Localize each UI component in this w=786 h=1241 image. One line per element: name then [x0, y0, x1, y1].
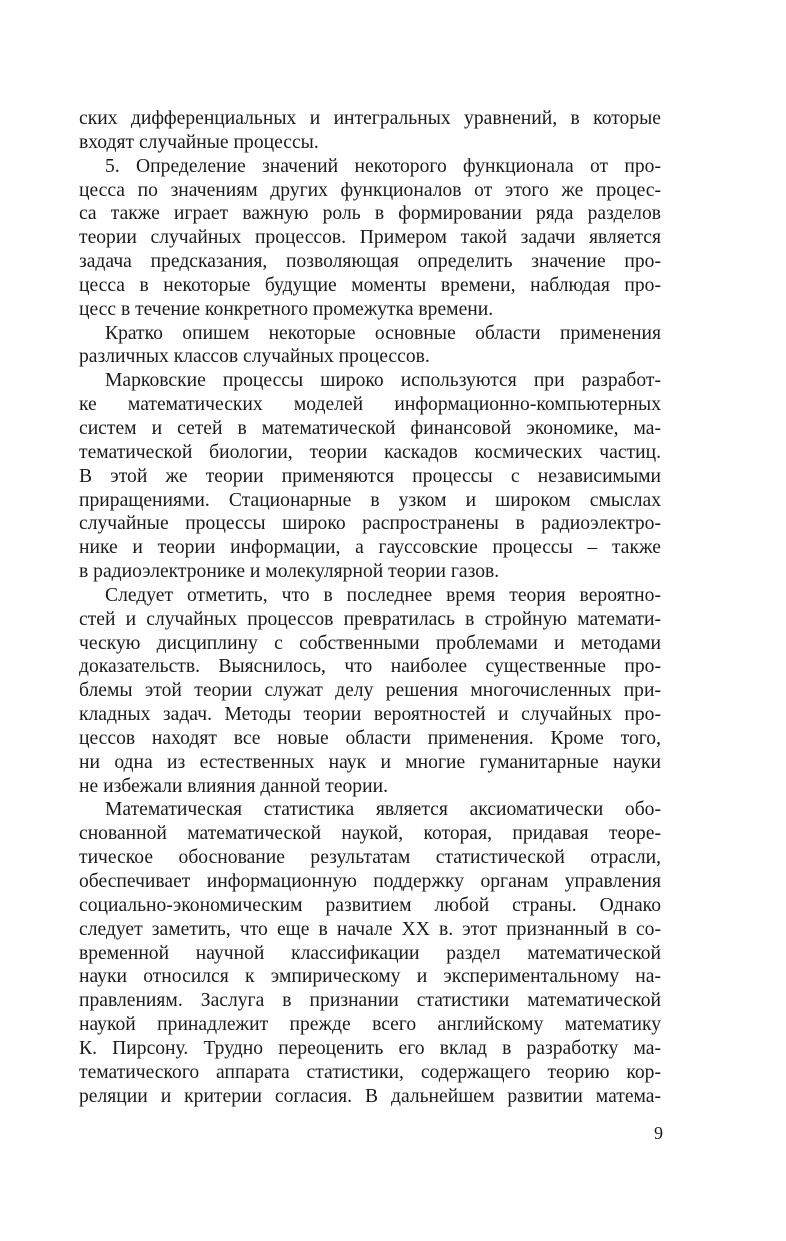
text-line: временной научной классификации раздел математической — [79, 942, 661, 964]
text-line: цесса в некоторые будущие моменты времени, наблюдая про- — [79, 274, 661, 296]
text-line: стей и случайных процессов превратилась в стройную математи- — [79, 608, 661, 630]
text-line: кладных задач. Методы теории вероятностей и случайных про- — [79, 704, 661, 726]
text-line: теории случайных процессов. Примером такой задачи является — [79, 227, 661, 249]
text-line: В этой же теории применяются процессы с независимыми — [79, 465, 661, 487]
text-line: Марковские процессы широко используются при разработ- — [105, 370, 661, 392]
text-line: наукой принадлежит прежде всего английскому математику — [79, 1014, 661, 1036]
text-line: К. Пирсону. Трудно переоценить его вклад в разработку ма- — [79, 1037, 661, 1059]
text-line: науки относился к эмпирическому и экспериментальному на- — [79, 966, 661, 988]
text-line: правлениям. Заслуга в признании статистики математической — [79, 990, 661, 1012]
text-line: обеспечивает информационную поддержку органам управления — [79, 871, 661, 892]
text-line: са также играет важную роль в формировании ряда разделов — [79, 203, 661, 225]
text-line: реляции и критерии согласия. В дальнейшем развитии матема- — [79, 1085, 661, 1107]
text-line: случайные процессы широко распространены в радиоэлектро- — [79, 513, 661, 535]
text-line: 5. Определение значений некоторого функционала от про- — [105, 155, 661, 177]
page-number: 9 — [654, 1123, 663, 1143]
text-line: различных классов случайных процессов. — [79, 346, 430, 368]
text-line: Математическая статистика является аксиоматически обо- — [105, 799, 661, 821]
text-line: социально-экономическим развитием любой страны. Однако — [79, 894, 661, 916]
text-line: снованной математической наукой, которая, придавая теоре- — [79, 823, 661, 845]
text-line: нике и теории информации, а гауссовские процессы – также — [79, 537, 661, 559]
text-line: приращениями. Стационарные в узком и широком смыслах — [79, 489, 661, 511]
text-line: систем и сетей в математической финансовой экономике, ма- — [79, 417, 661, 439]
text-line: тическое обоснование результатам статистической отрасли, — [79, 847, 661, 869]
text-line: тематической биологии, теории каскадов космических частиц. — [79, 441, 661, 463]
text-line: следует заметить, что еще в начале XX в. этот признанный в со- — [79, 918, 661, 940]
text-line: не избежали влияния данной теории. — [79, 775, 388, 797]
text-line: ке математических моделей информационно-компьютерных — [79, 394, 661, 416]
text-line: ческую дисциплину с собственными проблемами и методами — [79, 632, 661, 654]
text-line: в радиоэлектронике и молекулярной теории газов. — [79, 561, 500, 583]
text-line: ни одна из естественных наук и многие гуманитарные науки — [79, 751, 661, 773]
text-line: тематического аппарата статистики, содержащего теорию кор- — [79, 1061, 661, 1083]
body-text — [79, 107, 661, 1108]
text-line: Кратко опишем некоторые основные области применения — [105, 322, 661, 344]
text-line: цессов находят все новые области применения. Кроме того, — [79, 727, 661, 749]
text-line: входят случайные процессы. — [79, 131, 319, 153]
text-line: Следует отметить, что в последнее время теория вероятно- — [105, 584, 661, 606]
text-line: доказательств. Выяснилось, что наиболее существенные про- — [79, 656, 661, 678]
text-line: задача предсказания, позволяющая определить значение про- — [79, 251, 661, 273]
text-line: цесс в течение конкретного промежутка времени. — [79, 298, 494, 320]
text-line: ских дифференциальных и интегральных уравнений, в которые — [79, 108, 661, 129]
text-line: цесса по значениям других функционалов от этого же процес- — [79, 179, 661, 201]
text-line: блемы этой теории служат делу решения многочисленных при- — [79, 680, 661, 702]
